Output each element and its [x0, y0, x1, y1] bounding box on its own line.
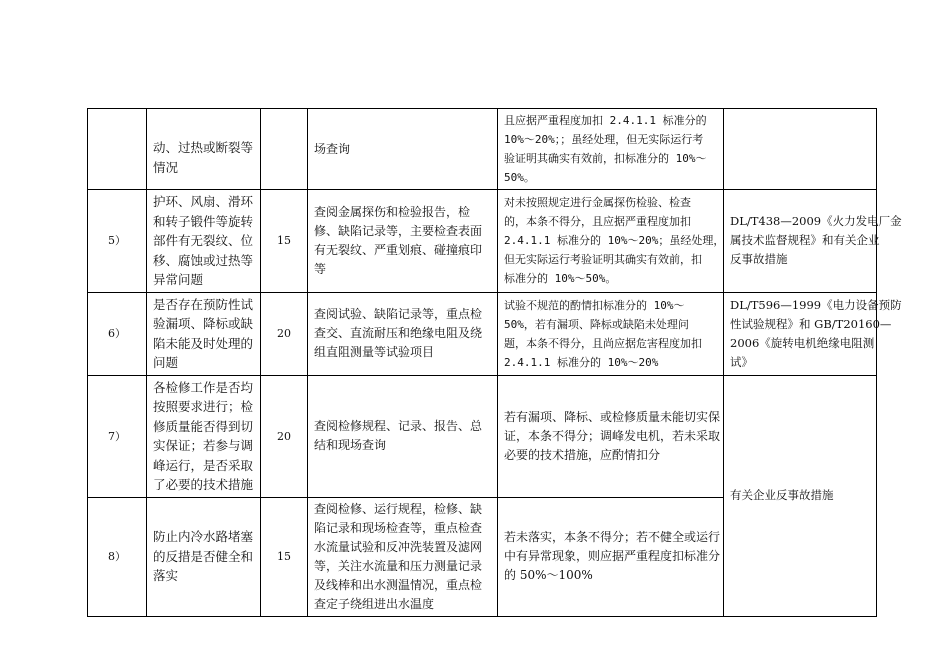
method-line: 查阅检修规程、记录、报告、总: [314, 419, 483, 433]
check-item-line: 护环、风扇、滑环: [153, 194, 254, 209]
row-number-cell: 8）: [88, 497, 147, 616]
score-cell: [261, 109, 308, 190]
score-cell: 15: [261, 497, 308, 616]
method-line: 查阅试验、缺陷记录等，重点检: [314, 307, 483, 321]
criteria-line: 试验不规范的酌情扣标准分的 10%～: [504, 298, 685, 312]
basis-line: DL/T438—2009《火力发电厂金: [730, 214, 902, 229]
method-cell: [308, 109, 498, 190]
check-item-line: 动、过热或断裂等: [153, 140, 254, 155]
basis-cell: [724, 292, 902, 375]
check-item-line: 问题: [153, 355, 179, 370]
check-item-line: 异常问题: [153, 272, 204, 287]
criteria-line: 10%～20%；；虽经处理，但无实际运行考: [504, 133, 704, 146]
criteria-line: 中有异常现象，则应据严重程度扣标准分: [504, 549, 721, 563]
criteria-line: 2.4.1.1 标准分的 10%～20%；虽经处理，: [504, 234, 725, 248]
row-number-cell: 6）: [88, 292, 147, 375]
check-item-line: 验漏项、降标或缺: [153, 316, 254, 331]
criteria-line: 题，本条不得分，且尚应据危害程度加扣: [504, 336, 702, 350]
table-row: [88, 292, 877, 375]
evaluation-table: [87, 108, 902, 617]
method-line: 查阅检修、运行规程，检修、缺: [314, 501, 483, 516]
check-item-cell: [147, 375, 261, 497]
method-cell: [308, 190, 498, 293]
method-line: 及线棒和出水测温情况，重点检: [314, 577, 483, 592]
method-line: 陷记录和现场检查等，重点检查: [314, 520, 483, 535]
criteria-line: 且应据严重程度加扣 2.4.1.1 标准分的: [504, 114, 707, 127]
criteria-line: 对未按照规定进行金属探伤检验、检查: [504, 196, 691, 210]
basis-line: 2006《旋转电机绝缘电阻测: [730, 335, 875, 350]
check-item-line: 防止内冷水路堵塞: [153, 529, 254, 545]
check-item-line: 的反措是否健全和: [153, 548, 254, 564]
row-number-cell: [88, 109, 147, 190]
score-cell: 15: [261, 190, 308, 293]
method-line: 查阅金属探伤和检验报告，检: [314, 204, 471, 219]
check-item-line: 了必要的技术措施: [153, 477, 254, 492]
basis-line: 属技术监督规程》和有关企业: [730, 233, 880, 248]
criteria-line: 验证明其确实有效前，扣标准分的 10%～: [504, 152, 707, 165]
check-item-cell: [147, 109, 261, 190]
score-cell: 20: [261, 292, 308, 375]
criteria-cell: [498, 292, 724, 375]
basis-line: DL/T596—1999《电力设备预防: [730, 297, 902, 312]
basis-line: 试》: [730, 354, 753, 369]
criteria-cell: [498, 109, 724, 190]
check-item-cell: [147, 497, 261, 616]
standards-table-page: [87, 108, 902, 617]
check-item-line: 和转子锻件等旋转: [153, 213, 254, 229]
table-row: [88, 190, 877, 293]
check-item-line: 移、腐蚀或过热等: [153, 252, 254, 268]
criteria-line: 但无实际运行考验证明其确实有效前，扣: [504, 253, 702, 267]
method-line: 结和现场查询: [314, 438, 387, 452]
method-cell: [308, 497, 498, 616]
criteria-line: 2.4.1.1 标准分的 10%～20%: [504, 355, 659, 369]
method-line: 等: [314, 261, 327, 276]
basis-line: 有关企业反事故措施: [730, 488, 834, 502]
check-item-line: 是否存在预防性试: [153, 296, 254, 312]
criteria-line: 必要的技术措施，应酌情扣分: [504, 447, 661, 462]
check-item-line: 修质量能否得到切: [153, 418, 254, 434]
criteria-cell: [498, 375, 724, 497]
method-cell: [308, 292, 498, 375]
check-item-line: 陷未能及时处理的: [153, 335, 254, 351]
criteria-line: 的 50%～100%: [504, 568, 593, 582]
criteria-line: 证，本条不得分；调峰发电机，若未采取: [504, 428, 721, 443]
criteria-line: 若有漏项、降标、或检修质量未能切实保: [504, 409, 721, 424]
basis-line: 性试验规程》和 GB/T20160—: [730, 316, 892, 331]
check-item-cell: [147, 190, 261, 293]
check-item-line: 落实: [153, 568, 179, 584]
basis-cell: [724, 375, 877, 616]
method-line: 查交、直流耐压和绝缘电阻及绕: [314, 326, 483, 340]
criteria-line: 若未落实，本条不得分；若不健全或运行: [504, 530, 721, 544]
check-item-line: 各检修工作是否均: [153, 379, 254, 395]
method-line: 有无裂纹、严重划痕、碰撞痕印: [314, 242, 483, 257]
criteria-line: 50%。: [504, 171, 535, 184]
row-number-cell: 7）: [88, 375, 147, 497]
method-line: 等，关注水流量和压力测量记录: [314, 558, 483, 573]
criteria-line: 的，本条不得分，且应据严重程度加扣: [504, 215, 691, 229]
criteria-cell: [498, 497, 724, 616]
table-row: [88, 109, 877, 190]
check-item-line: 实保证；若参与调: [153, 438, 254, 453]
check-item-line: 情况: [153, 159, 179, 175]
criteria-cell: [498, 190, 724, 293]
check-item-cell: [147, 292, 261, 375]
method-line: 水流量试验和反冲洗装置及滤网: [314, 539, 483, 554]
check-item-line: 按照要求进行；检: [153, 399, 254, 414]
basis-cell: [724, 109, 877, 190]
check-item-line: 部件有无裂纹、位: [153, 233, 254, 248]
criteria-line: 标准分的 10%～50%。: [504, 272, 617, 286]
score-cell: 20: [261, 375, 308, 497]
method-line: 场查询: [314, 141, 351, 156]
method-line: 查定子绕组进出水温度: [314, 596, 435, 611]
check-item-line: 峰运行，是否采取: [153, 457, 254, 473]
criteria-line: 50%，若有漏项、降标或缺陷未处理问: [504, 317, 689, 331]
method-cell: [308, 375, 498, 497]
method-line: 修、缺陷记录等，主要检查表面: [314, 223, 483, 238]
method-line: 组直阻测量等试验项目: [314, 345, 435, 359]
row-number-cell: 5）: [88, 190, 147, 293]
basis-line: 反事故措施: [730, 252, 788, 267]
table-row: [88, 375, 877, 497]
basis-cell: [724, 190, 902, 293]
